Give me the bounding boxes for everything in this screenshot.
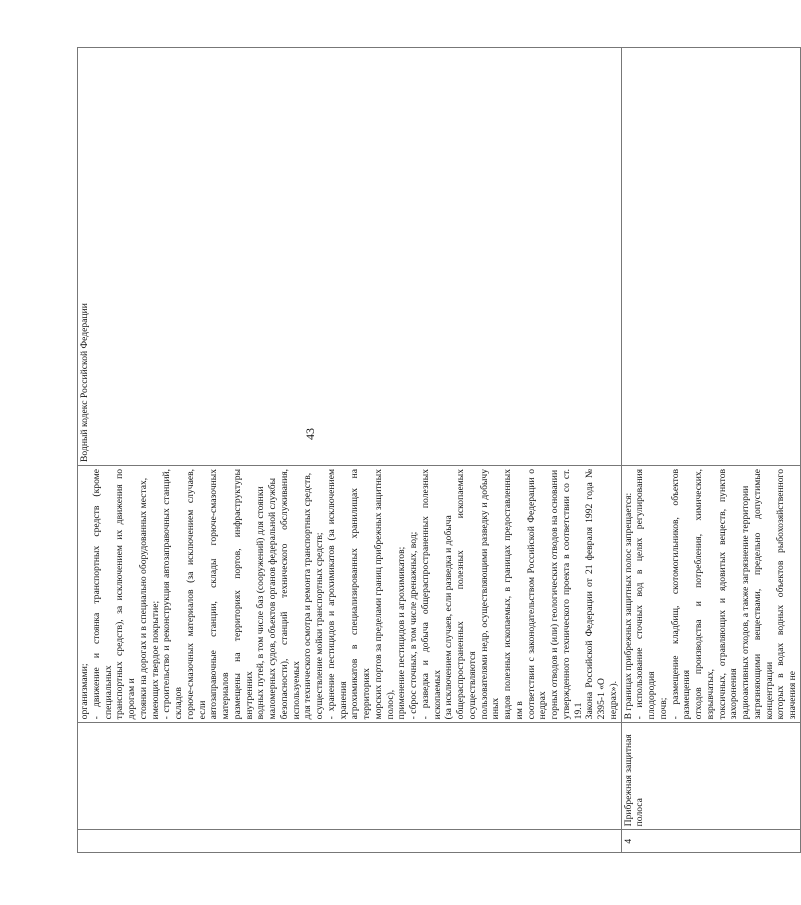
text-line: радиоактивных отходов, а также загрязнение территории [740,485,751,720]
rotated-page-content [77,47,798,853]
restrictions-text-cell [621,465,800,722]
text-line: (за исключением случаев, если разведка и добыча [443,515,455,720]
text-line: загрязняющими веществами, предельно допустимые концентрации [751,468,775,720]
law-reference-cell: Водный кодекс Российской Федерации [78,48,622,466]
text-line: видов полезных ископаемых, в границах предоставленных им в [502,468,525,720]
text-line: безопасности), станций технического обслуживания, используемых [278,468,302,720]
text-line: - размещение кладбищ, скотомогильников, объектов размещения [669,468,693,720]
page-number: 43 [303,428,317,440]
zone-name-cell [78,723,622,830]
text-line: размещены на территориях портов, инфраструктуры внутренних [231,468,255,720]
text-line: соответствии с законодательством Российской Федерации о недрах [525,468,549,720]
text-line: горных отводов и (или) геологических отводов на основании [549,469,560,720]
text-line: транспортных средств), за исключением их движения по дорогам и [114,468,137,720]
text-line: которых в водах водных объектов рыбохозяйственного значения не [775,468,798,720]
text-line: - строительство и реконструкция автозаправочных станций, складов [161,468,184,720]
row-number-cell: 4 [621,830,800,853]
zone-name-cell: Прибрежная защитная полоса [621,723,800,830]
restrictions-text-cell [78,465,622,722]
text-line: токсичных, отравляющих и ядовитых веществ, пунктов захоронения [716,468,740,720]
text-line: организмами; [79,663,90,720]
text-line: недрах»). [607,680,619,720]
text-line: применение пестицидов и агрохимикатов; [396,546,408,720]
text-line: утвержденного технического проекта в соответствии со ст. 19.1 [560,468,584,720]
text-line: - хранение пестицидов и агрохимикатов (за исключением хранения [325,468,349,720]
text-line: - сброс сточных, в том числе дренажных, вод; [408,531,419,720]
text-line: общераспространенных полезных ископаемых осуществляются [455,468,478,720]
text-line: осуществление мойки транспортных средств; [314,532,325,720]
text-line: морских портов за пределами границ прибрежных защитных полос), [372,468,396,720]
text-line: автозаправочные станции, склады горюче-смазочных материалов [208,468,231,720]
text-line: - движение и стоянка транспортных средств (кроме специальных [90,468,114,720]
text-line: - использование сточных вод в целях регулирования плодородия [634,468,657,720]
text-line: имеющих твердое покрытие; [149,600,161,720]
text-line: пользователями недр, осуществляющими разведку и добычу иных [478,468,502,720]
table-row [621,48,800,853]
table-row [78,48,622,853]
text-line: почв; [657,697,669,720]
row-number-cell [78,830,622,853]
text-line: - разведка и добыча общераспространенных полезных ископаемых [419,468,443,720]
text-line: стоянки на дорогах и в специально оборудованных местах, [137,477,149,720]
text-line: для технического осмотра и ремонта транспортных средств, [302,472,314,720]
text-line: водных путей, в том числе баз (сооружений) для стоянки [255,486,267,720]
text-line: В границах прибрежных защитных полос запрещается: [622,492,634,720]
text-line: агрохимикатов в специализированных хранилищах на территориях [349,468,372,720]
law-reference-cell [621,48,800,466]
text-line: маломерных судов, объектов органов федеральной службы [267,477,278,720]
text-line: Закона Российской Федерации от 21 февраля 1992 года № 2395-1 «О [584,468,607,720]
text-line: горюче-смазочных материалов (за исключением случаев, если [184,468,208,720]
regulations-table [77,47,801,853]
text-line: отходов производства и потребления, химических, взрывчатых, [693,468,716,720]
